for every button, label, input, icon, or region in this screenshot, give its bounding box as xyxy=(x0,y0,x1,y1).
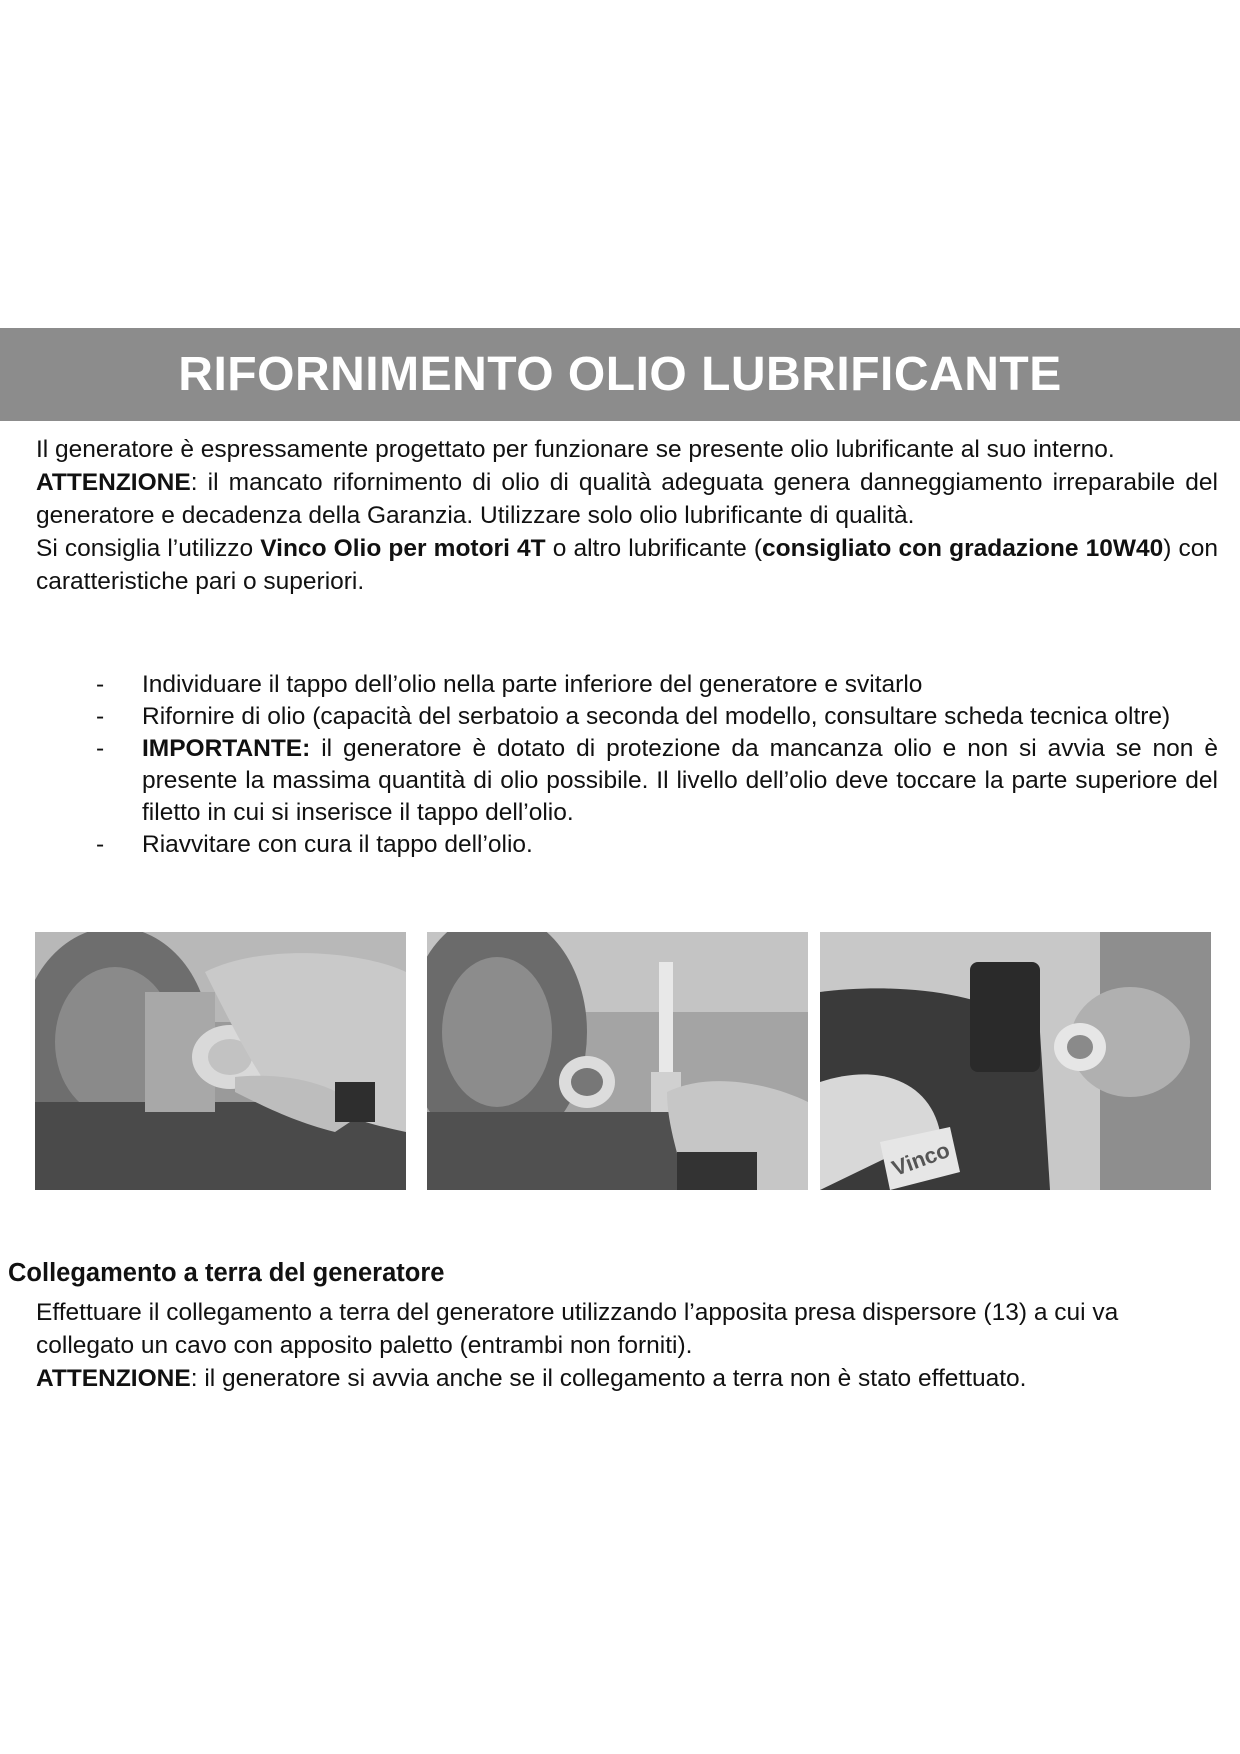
grounding-section-title: Collegamento a terra del generatore xyxy=(8,1259,445,1287)
suggestion-text-c: ) con caratteristiche pari o superiori. xyxy=(36,535,1219,595)
list-item xyxy=(96,669,1218,701)
photo-unscrew-cap-image xyxy=(35,932,406,1190)
oil-product-name: Vinco Olio per motori 4T xyxy=(260,535,546,562)
refill-steps-list xyxy=(96,669,1218,861)
list-bullet: - xyxy=(96,671,105,698)
list-bullet: - xyxy=(96,703,105,730)
oil-suggestion-paragraph xyxy=(36,532,1218,598)
step-text: Rifornire di olio (capacità del serbatoio a seconda del modello, consultare scheda tecnica oltre) xyxy=(142,703,1171,730)
intro-paragraph: Il generatore è espressamente progettato per funzionare se presente olio lubrificante al suo interno. xyxy=(36,436,1115,463)
photo-cap-removed-image xyxy=(427,932,808,1190)
photo-pour-oil xyxy=(820,932,1211,1190)
warning-label: ATTENZIONE xyxy=(36,469,191,496)
list-item xyxy=(96,733,1218,829)
bottle-label-text: Vinco xyxy=(888,1137,954,1181)
step-text: il generatore è dotato di protezione da mancanza olio e non si avvia se non è presente la massima quantità di olio possibile. Il livello dell’olio deve toccare la parte superiore del filetto in cui si inserisce il tappo dell’olio. xyxy=(142,735,1218,826)
page-title-banner xyxy=(0,328,1240,421)
photo-strip xyxy=(0,932,1240,1190)
page-title: RIFORNIMENTO OLIO LUBRIFICANTE xyxy=(178,348,1062,401)
grounding-section xyxy=(36,1296,1218,1395)
grounding-warning-text: : il generatore si avvia anche se il collegamento a terra non è stato effettuato. xyxy=(190,1365,1027,1392)
grounding-warning-label: ATTENZIONE xyxy=(36,1365,191,1392)
photo-pour-oil-image xyxy=(820,932,1211,1190)
list-item xyxy=(96,829,1218,861)
photo-unscrew-cap xyxy=(35,932,406,1190)
oil-grade: consigliato con gradazione 10W40 xyxy=(762,535,1164,562)
list-bullet: - xyxy=(96,735,105,762)
grounding-warning-paragraph xyxy=(36,1362,1218,1395)
suggestion-text-b: o altro lubrificante ( xyxy=(545,535,763,562)
grounding-paragraph: Effettuare il collegamento a terra del generatore utilizzando l’apposita presa dispersore (13) a cui va collegato un cavo con apposito paletto (entrambi non forniti). xyxy=(36,1299,1119,1359)
warning-text: : il mancato rifornimento di olio di qualità adeguata genera danneggiamento irreparabile del generatore e decadenza della Garanzia. Utilizzare solo olio lubrificante di qualità. xyxy=(36,469,1218,529)
step-bold-label: IMPORTANTE: xyxy=(142,735,311,762)
list-bullet: - xyxy=(96,831,105,858)
suggestion-text-a: Si consiglia l’utilizzo xyxy=(36,535,261,562)
step-text: Riavvitare con cura il tappo dell’olio. xyxy=(142,831,533,858)
warning-paragraph xyxy=(36,466,1218,532)
step-text: Individuare il tappo dell’olio nella parte inferiore del generatore e svitarlo xyxy=(142,671,923,698)
list-item xyxy=(96,701,1218,733)
photo-cap-removed xyxy=(427,932,808,1190)
intro-section xyxy=(36,433,1218,598)
